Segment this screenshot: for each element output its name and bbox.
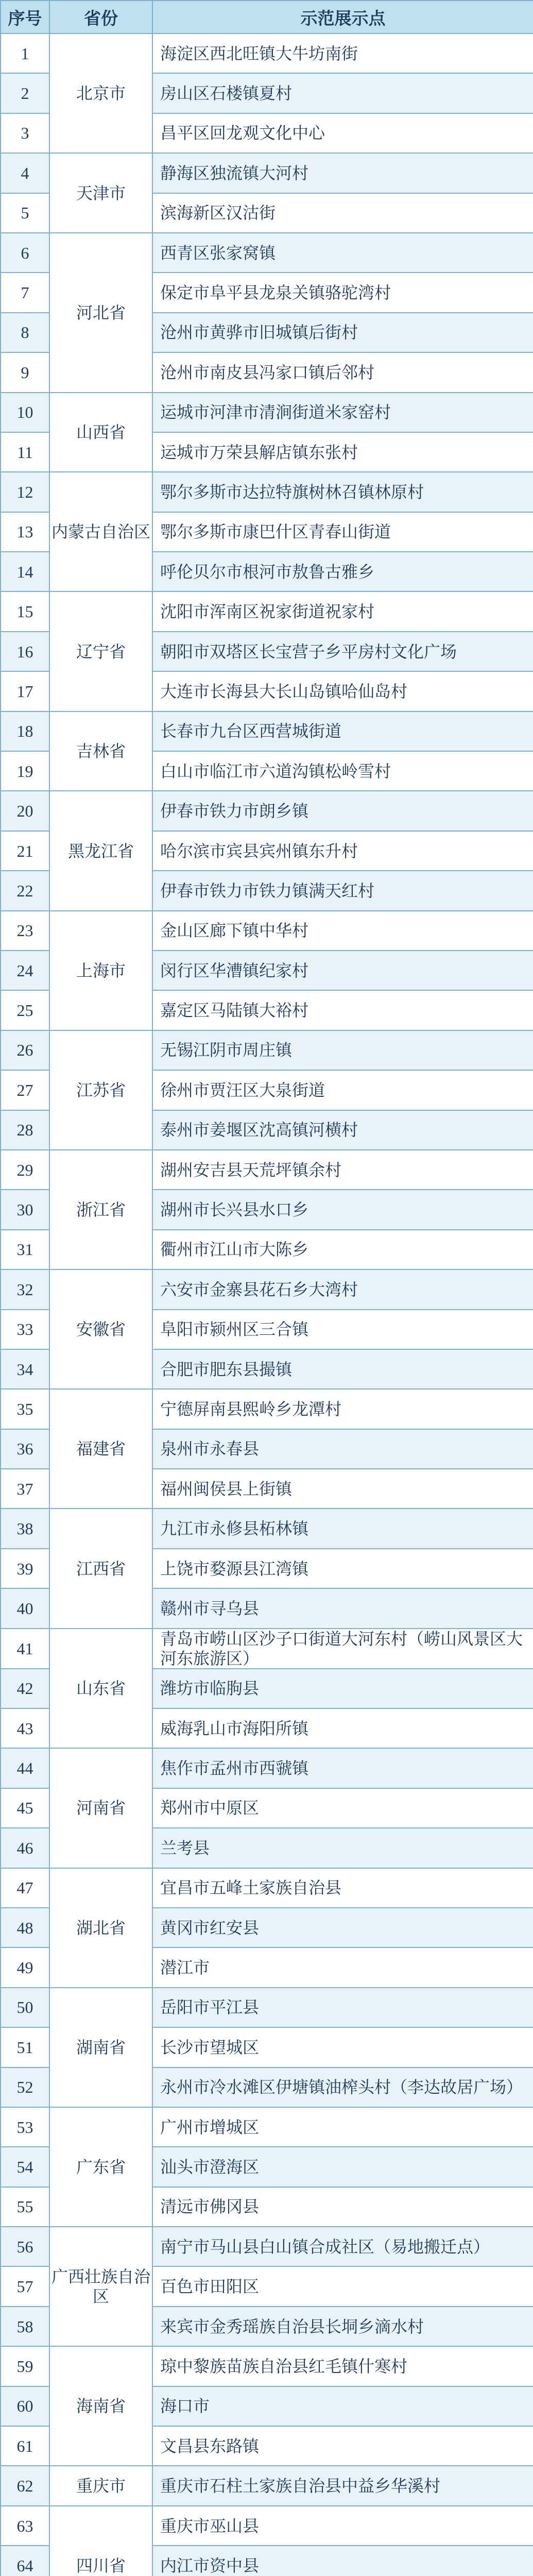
province-cell: 广东省 [49,2107,152,2227]
table-row [1,2506,533,2546]
table-row [1,2227,533,2266]
row-index: 56 [1,2227,49,2266]
site-name: 无锡江阴市周庄镇 [152,1030,533,1070]
site-name: 鄂尔多斯市康巴什区青春山街道 [152,512,533,552]
row-index: 45 [1,1788,49,1828]
site-name: 湖州市长兴县水口乡 [152,1190,533,1229]
table-header-row [1,1,533,33]
row-index: 9 [1,352,49,392]
site-name: 六安市金寨县花石乡大湾村 [152,1269,533,1309]
table-row [1,1030,533,1070]
province-cell: 北京市 [49,33,152,153]
row-index: 31 [1,1230,49,1269]
site-name: 保定市阜平县龙泉关镇骆驼湾村 [152,273,533,312]
site-name: 泰州市姜堰区沈高镇河横村 [152,1110,533,1150]
site-name: 文昌县东路镇 [152,2426,533,2466]
site-name: 琼中黎族苗族自治县红毛镇什寒村 [152,2346,533,2386]
province-cell: 江西省 [49,1509,152,1628]
site-name: 徐州市贾汪区大泉街道 [152,1070,533,1110]
site-name: 永州市冷水滩区伊塘镇油榨头村（李达故居广场） [152,2067,533,2107]
site-name: 西青区张家窝镇 [152,233,533,273]
province-cell: 四川省 [49,2506,152,2576]
site-name: 白山市临江市六道沟镇松岭雪村 [152,751,533,791]
table-row [1,1988,533,2027]
site-name: 潜江市 [152,1947,533,1987]
site-name: 昌平区回龙观文化中心 [152,113,533,153]
row-index: 62 [1,2466,49,2505]
province-cell: 重庆市 [49,2466,152,2505]
province-cell: 天津市 [49,153,152,233]
table-row [1,33,533,73]
site-name: 赣州市寻乌县 [152,1588,533,1628]
table-row [1,2466,533,2505]
province-cell: 辽宁省 [49,591,152,711]
site-name: 呼伦贝尔市根河市敖鲁古雅乡 [152,552,533,591]
site-name: 重庆市巫山县 [152,2506,533,2546]
row-index: 4 [1,153,49,193]
table-row [1,1868,533,1908]
province-cell: 海南省 [49,2346,152,2466]
site-name: 岳阳市平江县 [152,1988,533,2027]
row-index: 58 [1,2307,49,2346]
table-row [1,393,533,432]
table-row [1,1509,533,1548]
row-index: 26 [1,1030,49,1070]
province-cell: 广西壮族自治区 [49,2227,152,2346]
site-name: 兰考县 [152,1828,533,1868]
site-name: 嘉定区马陆镇大裕村 [152,990,533,1030]
site-name: 潍坊市临朐县 [152,1669,533,1708]
row-index: 27 [1,1070,49,1110]
table-row [1,472,533,512]
site-name: 闵行区华漕镇纪家村 [152,951,533,990]
table-row [1,591,533,631]
site-name: 伊春市铁力市铁力镇满天红村 [152,871,533,910]
header-index: 序号 [1,1,49,33]
row-index: 5 [1,193,49,233]
row-index: 33 [1,1310,49,1349]
row-index: 1 [1,33,49,73]
row-index: 57 [1,2266,49,2306]
site-name: 滨海新区汉沽街 [152,193,533,233]
row-index: 14 [1,552,49,591]
site-name: 青岛市崂山区沙子口街道大河东村（崂山风景区大河东旅游区） [152,1629,533,1669]
row-index: 10 [1,393,49,432]
row-index: 60 [1,2386,49,2426]
header-province: 省份 [49,1,152,33]
row-index: 17 [1,671,49,711]
province-cell: 福建省 [49,1389,152,1509]
row-index: 7 [1,273,49,312]
site-name: 衢州市江山市大陈乡 [152,1230,533,1269]
province-cell: 上海市 [49,911,152,1030]
table-row [1,791,533,831]
row-index: 50 [1,1988,49,2027]
row-index: 53 [1,2107,49,2147]
row-index: 55 [1,2187,49,2227]
row-index: 42 [1,1669,49,1708]
row-index: 32 [1,1269,49,1309]
row-index: 54 [1,2147,49,2187]
row-index: 21 [1,831,49,871]
site-name: 九江市永修县柘林镇 [152,1509,533,1548]
site-name: 重庆市石柱土家族自治县中益乡华溪村 [152,2466,533,2505]
site-name: 来宾市金秀瑶族自治县长垌乡滴水村 [152,2307,533,2346]
row-index: 41 [1,1629,49,1669]
table-body [1,33,533,2576]
row-index: 59 [1,2346,49,2386]
row-index: 12 [1,472,49,512]
table-row [1,233,533,273]
table-row [1,1150,533,1190]
row-index: 44 [1,1748,49,1788]
row-index: 38 [1,1509,49,1548]
site-name: 静海区独流镇大河村 [152,153,533,193]
row-index: 34 [1,1349,49,1389]
site-name: 长春市九台区西营城街道 [152,711,533,751]
row-index: 8 [1,313,49,352]
site-name: 宁德屏南县熙岭乡龙潭村 [152,1389,533,1429]
row-index: 52 [1,2067,49,2107]
row-index: 36 [1,1429,49,1469]
row-index: 16 [1,632,49,671]
province-cell: 黑龙江省 [49,791,152,910]
site-name: 上饶市婺源县江湾镇 [152,1549,533,1588]
row-index: 23 [1,911,49,951]
site-name: 宜昌市五峰土家族自治县 [152,1868,533,1908]
site-name: 黄冈市红安县 [152,1908,533,1947]
site-name: 长沙市望城区 [152,2027,533,2067]
site-name: 运城市万荣县解店镇东张村 [152,432,533,472]
table-row [1,153,533,193]
row-index: 64 [1,2546,49,2576]
row-index: 20 [1,791,49,831]
table-row [1,2107,533,2147]
site-name: 威海乳山市海阳所镇 [152,1708,533,1748]
site-name: 哈尔滨市宾县宾州镇东升村 [152,831,533,871]
province-cell: 浙江省 [49,1150,152,1269]
site-name: 金山区廊下镇中华村 [152,911,533,951]
row-index: 63 [1,2506,49,2546]
province-cell: 山西省 [49,393,152,472]
site-name: 沈阳市浑南区祝家街道祝家村 [152,591,533,631]
row-index: 43 [1,1708,49,1748]
row-index: 46 [1,1828,49,1868]
row-index: 19 [1,751,49,791]
site-name: 焦作市孟州市西虢镇 [152,1748,533,1788]
header-site: 示范展示点 [152,1,533,33]
row-index: 24 [1,951,49,990]
row-index: 47 [1,1868,49,1908]
site-name: 朝阳市双塔区长宝营子乡平房村文化广场 [152,632,533,671]
province-cell: 吉林省 [49,711,152,791]
table-row [1,1748,533,1788]
row-index: 11 [1,432,49,472]
site-name: 泉州市永春县 [152,1429,533,1469]
row-index: 35 [1,1389,49,1429]
province-cell: 内蒙古自治区 [49,472,152,591]
table-row [1,711,533,751]
province-cell: 江苏省 [49,1030,152,1150]
site-name: 清远市佛冈县 [152,2187,533,2227]
row-index: 3 [1,113,49,153]
row-index: 25 [1,990,49,1030]
province-cell: 河北省 [49,233,152,393]
province-cell: 湖北省 [49,1868,152,1988]
site-name: 大连市长海县大长山岛镇哈仙岛村 [152,671,533,711]
site-name: 沧州市黄骅市旧城镇后街村 [152,313,533,352]
site-name: 阜阳市颍州区三合镇 [152,1310,533,1349]
table-row [1,2346,533,2386]
row-index: 15 [1,591,49,631]
site-name: 福州闽侯县上街镇 [152,1469,533,1509]
site-name: 伊春市铁力市朗乡镇 [152,791,533,831]
row-index: 37 [1,1469,49,1509]
site-name: 湖州安吉县天荒坪镇余村 [152,1150,533,1190]
row-index: 29 [1,1150,49,1190]
row-index: 13 [1,512,49,552]
row-index: 49 [1,1947,49,1987]
province-cell: 河南省 [49,1748,152,1868]
site-name: 合肥市肥东县撮镇 [152,1349,533,1389]
province-cell: 湖南省 [49,1988,152,2107]
row-index: 28 [1,1110,49,1150]
site-name: 沧州市南皮县冯家口镇后邻村 [152,352,533,392]
row-index: 6 [1,233,49,273]
site-name: 运城市河津市清涧街道米家窑村 [152,393,533,432]
site-name: 汕头市澄海区 [152,2147,533,2187]
province-cell: 安徽省 [49,1269,152,1389]
row-index: 18 [1,711,49,751]
site-name: 房山区石楼镇夏村 [152,73,533,113]
row-index: 48 [1,1908,49,1947]
table-row [1,911,533,951]
site-name: 郑州市中原区 [152,1788,533,1828]
province-cell: 山东省 [49,1629,152,1749]
row-index: 51 [1,2027,49,2067]
site-name: 鄂尔多斯市达拉特旗树林召镇林原村 [152,472,533,512]
row-index: 61 [1,2426,49,2466]
site-name: 广州市增城区 [152,2107,533,2147]
site-name: 海口市 [152,2386,533,2426]
row-index: 2 [1,73,49,113]
table-row [1,1389,533,1429]
row-index: 39 [1,1549,49,1588]
site-name: 南宁市马山县白山镇合成社区（易地搬迁点） [152,2227,533,2266]
row-index: 30 [1,1190,49,1229]
site-name: 百色市田阳区 [152,2266,533,2306]
row-index: 40 [1,1588,49,1628]
row-index: 22 [1,871,49,910]
site-name: 海淀区西北旺镇大牛坊南街 [152,33,533,73]
table-row [1,1629,533,1669]
site-name: 内江市资中县 [152,2546,533,2576]
table-row [1,1269,533,1309]
